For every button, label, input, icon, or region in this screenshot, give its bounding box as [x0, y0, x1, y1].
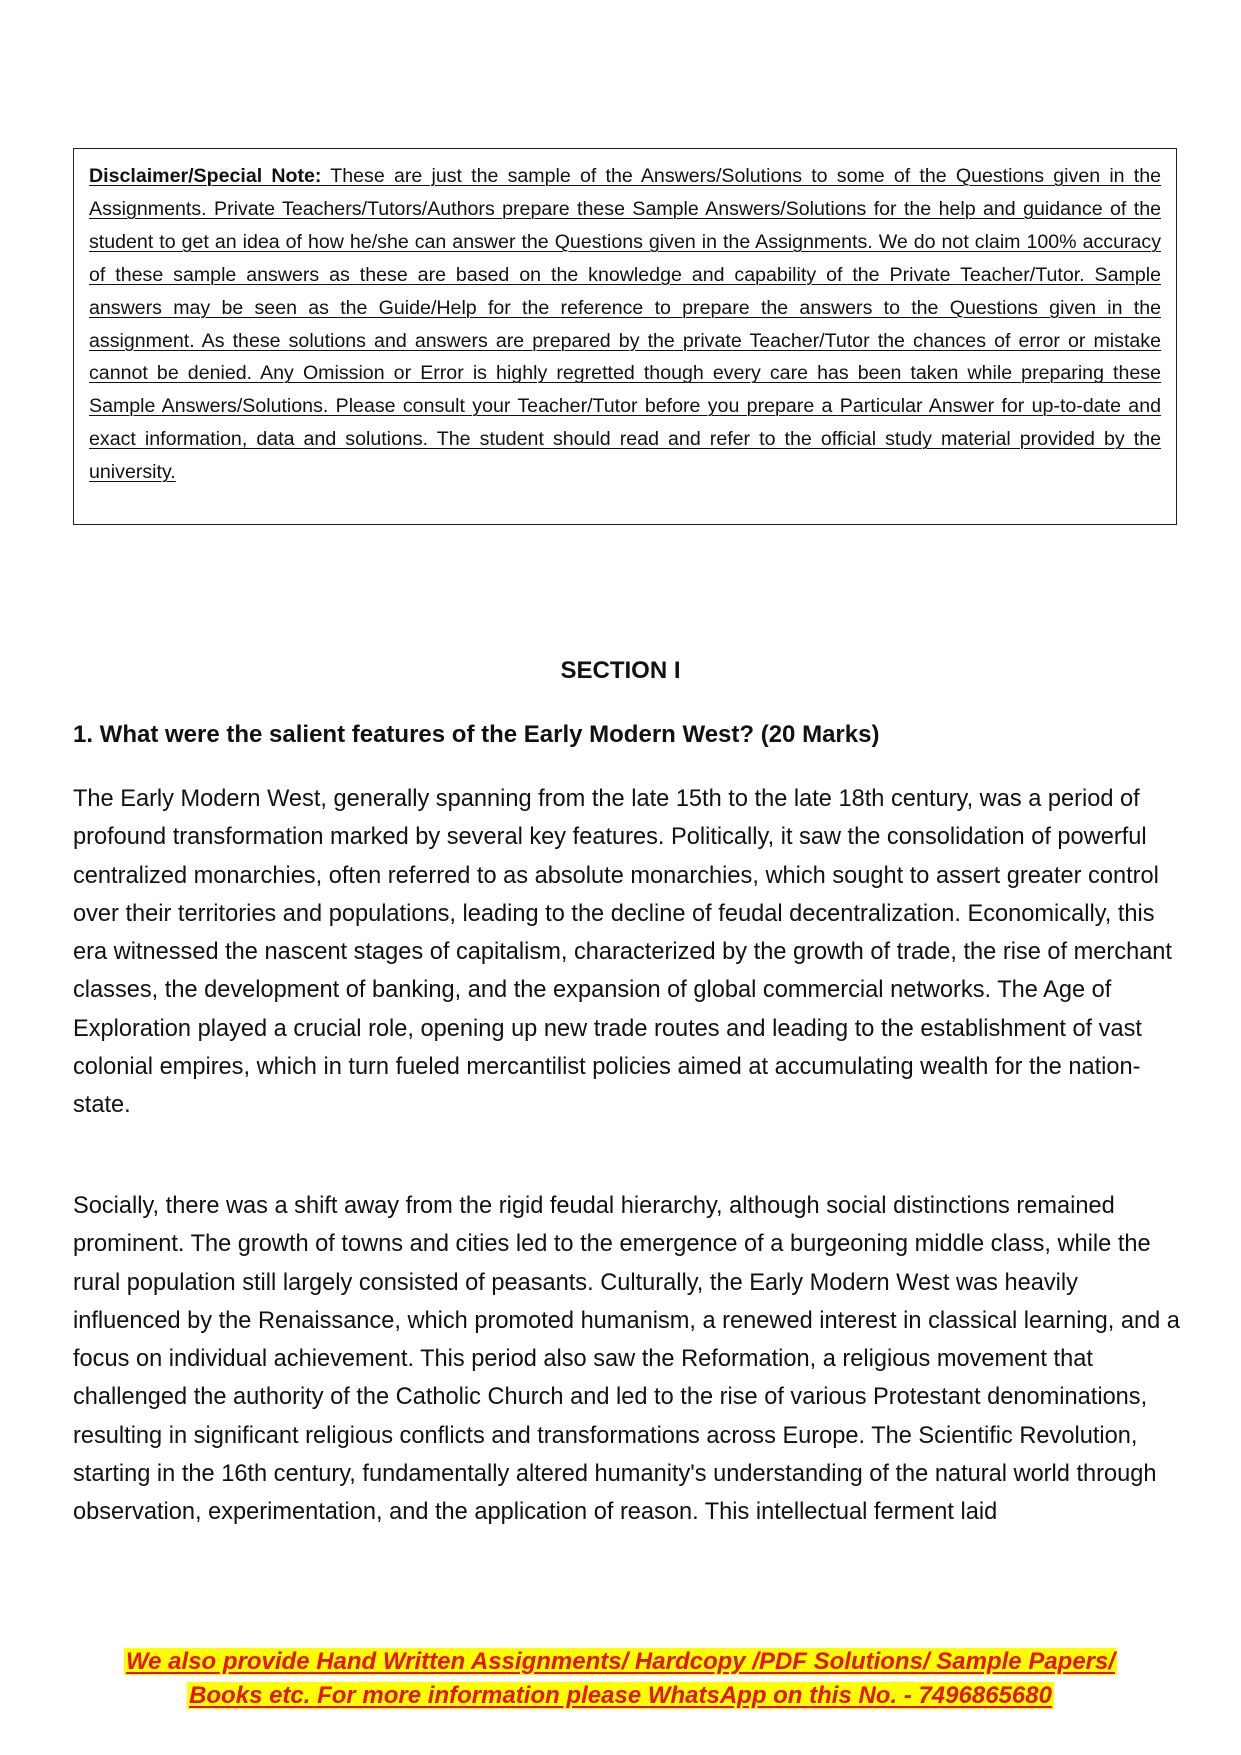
answer-paragraph-1: The Early Modern West, generally spanning from the late 15th to the late 18th century, was a period of profound transformation marked by several key features. Politically, it saw the consolidation of powerful centralized monarchies, often referred to as absolute monarchies, which sought to assert greater control over their territories and populations, leading to the decline of feudal decentralization. Economically, this era witnessed the nascent stages of capitalism, characterized by the growth of trade, the rise of merchant classes, the development of banking, and the expansion of global commercial networks. The Age of Exploration played a crucial role, opening up new trade routes and leading to the establishment of vast colonial empires, which in turn fueled mercantilist policies aimed at accumulating wealth for the nation-state.	[73, 786, 1172, 1119]
promo-banner	[0, 1645, 1241, 1713]
disclaimer-text	[89, 160, 1161, 489]
question-heading: 1. What were the salient features of the Early Modern West? (20 Marks)	[73, 721, 880, 748]
promo-line-2: Books etc. For more information please WhatsApp on this No. - 7496865680	[189, 1682, 1052, 1709]
disclaimer-box	[73, 148, 1177, 525]
disclaimer-label: Disclaimer/Special Note:	[89, 165, 322, 187]
disclaimer-body: These are just the sample of the Answers/Solutions to some of the Questions given in the Assignments. Private Teachers/Tutors/Authors prepare these Sample Answers/Solutions for the help and guidance of the student to get an idea of how he/she can answer the Questions given in the Assignments. We do not claim 100% accuracy of these sample answers as these are based on the knowledge and capability of the Private Teacher/Tutor. Sample answers may be seen as the Guide/Help for the reference to prepare the answers to the Questions given in the assignment. As these solutions and answers are prepared by the private Teacher/Tutor the chances of error or mistake cannot be denied. Any Omission or Error is highly regretted though every care has been taken while preparing these Sample Answers/Solutions. Please consult your Teacher/Tutor before you prepare a Particular Answer for up-to-date and exact information, data and solutions. The student should read and refer to the official study material provided by the university.	[89, 165, 1161, 484]
promo-line-1: We also provide Hand Written Assignments/ Hardcopy /PDF Solutions/ Sample Papers/	[125, 1648, 1116, 1675]
section-heading: SECTION I	[560, 657, 681, 684]
answer-paragraph-2: Socially, there was a shift away from the rigid feudal hierarchy, although social distinctions remained prominent. The growth of towns and cities led to the emergence of a burgeoning middle class, while the rural population still largely consisted of peasants. Culturally, the Early Modern West was heavily influenced by the Renaissance, which promoted humanism, a renewed interest in classical learning, and a focus on individual achievement. This period also saw the Reformation, a religious movement that challenged the authority of the Catholic Church and led to the rise of various Protestant denominations, resulting in significant religious conflicts and transformations across Europe. The Scientific Revolution, starting in the 16th century, fundamentally altered humanity's understanding of the natural world through observation, experimentation, and the application of reason. This intellectual ferment laid	[73, 1193, 1180, 1526]
